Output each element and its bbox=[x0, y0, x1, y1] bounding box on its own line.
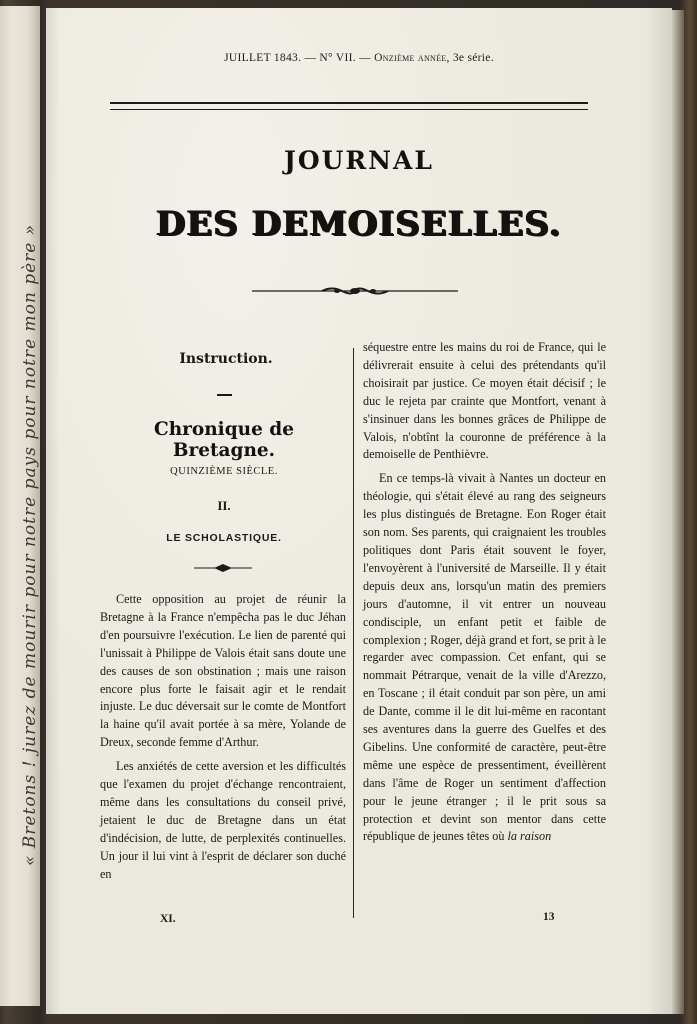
masthead-ornament bbox=[252, 285, 458, 297]
facing-page bbox=[0, 6, 40, 1006]
subtitle-ornament bbox=[194, 563, 252, 573]
page-edge bbox=[672, 10, 684, 1014]
right-paragraph-2-text: En ce temps-là vivait à Nantes un docteur en théologie, qui s'était élevé au rang des seigneurs les plus distingués de Bretagne. Eon Roger était son nom. Ses parents, qui craignaient les troubles politiques dont Paris était souvent le foyer, l'envoyèrent à l'université de Marseille. Il y était depuis deux ans, lorsqu'un matin des premiers jours d'automne, il vit entrer un nouveau condisciple, un enfant petit et faible de complexion ; Roger, déjà grand et fort, se prit à le regarder avec compassion. Cet enfant, qui se nommait Pétrarque, venait de la ville d'Arezzo, en Toscane ; il était conduit par son père, un ami de Dante, comme il le dit lui-même en racontant ses aventures dans la guerre des Guelfes et des Gibelins. Une conformité de caractère, peut-être même une espèce de pressentiment, éveillèrent dans l'âme de Roger un sentiment d'affection pour le jeune étranger ; il le prit sous sa protection et devint son mentor dans cette république de jeunes têtes où bbox=[363, 471, 606, 844]
section-dash bbox=[217, 394, 232, 396]
article-century: QUINZIÈME SIÈCLE. bbox=[170, 466, 278, 477]
header-series: , 3e série. bbox=[446, 52, 494, 64]
signature-mark: XI. bbox=[160, 913, 176, 925]
right-paragraph-2-italic: la raison bbox=[507, 829, 552, 844]
header-issue: — N° VII. — bbox=[304, 52, 371, 64]
handwritten-margin-note: « Bretons ! jurez de mourir pour notre pays pour notre mon père » bbox=[20, 223, 40, 866]
journal-page bbox=[46, 8, 672, 1014]
section-heading: Instruction. bbox=[179, 351, 273, 367]
header-date: JUILLET 1843. bbox=[224, 52, 302, 64]
masthead-journal: JOURNAL bbox=[283, 146, 434, 175]
column-divider bbox=[353, 348, 354, 918]
article-part: II. bbox=[217, 498, 231, 513]
article-subtitle: LE SCHOLASTIQUE. bbox=[166, 532, 282, 544]
page-number: 13 bbox=[543, 911, 555, 923]
masthead-demoiselles: DES DEMOISELLES. bbox=[156, 204, 562, 244]
left-paragraph-1: Cette opposition au projet de réunir la Bretagne à la France n'empêcha pas le duc Jéhan d'en poursuivre l'exécution. Le lien de parenté qui l'unissait à Philippe de Valois était sans doute une des causes de son obstination ; mais une raison encore plus forte le faisait agir et le rendait injuste. Le duc déversait sur le comte de Montfort la haine qu'il avait portée à sa mère, Yolande de Dreux, seconde femme d'Arthur. bbox=[100, 592, 346, 750]
left-column bbox=[100, 591, 346, 884]
header-double-rule bbox=[110, 102, 588, 110]
header-year: Onzième année bbox=[374, 52, 447, 64]
article-title: Chronique de Bretagne. bbox=[153, 419, 295, 461]
running-header bbox=[46, 52, 672, 64]
left-paragraph-2: Les anxiétés de cette aversion et les difficultés que l'examen du projet d'échange rencontraient, même dans les consultations du conseil privé, jetaient le duc de Bretagne dans un état d'indécision, de lutte, de perplexités continuelles. Un jour il lui vint à l'esprit de déclarer son duché en bbox=[100, 759, 346, 881]
right-paragraph-1: séquestre entre les mains du roi de France, qui le délivrerait ensuite à celui des prétendants qu'il choisirait par justice. Ce moyen était décisif ; le duc le rejeta par crainte que Montfort, venant à s'insinuer dans les bonnes grâces de Philippe de Valois, n'obtînt la couronne de préférence à la demoiselle de Penthièvre. bbox=[363, 340, 606, 462]
right-column bbox=[363, 339, 606, 846]
right-paragraph-2 bbox=[363, 470, 606, 846]
